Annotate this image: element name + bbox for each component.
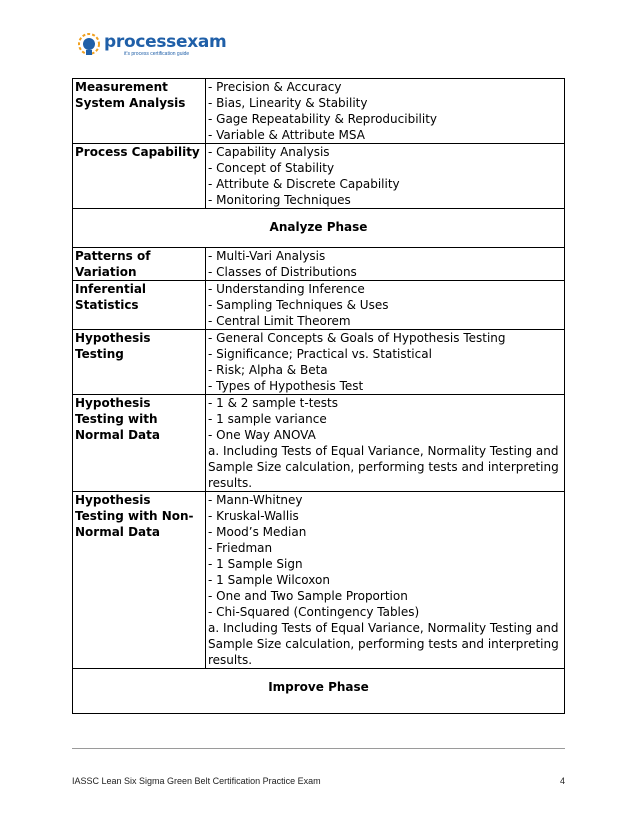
logo-tagline: it's process certification guide [124,50,190,57]
subtopics-cell [206,330,565,395]
subtopic-item: - 1 Sample Sign [208,557,303,571]
subtopic-item: - Central Limit Theorem [208,314,351,328]
topic-cell: Hypothesis Testing with Non-Normal Data [73,492,206,669]
subtopic-item: a. Including Tests of Equal Variance, Normality Testing and Sample Size calculation, performing tests and interpreting results. [208,621,559,667]
section-row [73,209,565,248]
topic-cell: Process Capability [73,144,206,209]
section-heading: Improve Phase [73,669,565,714]
subtopic-item: - Gage Repeatability & Reproducibility [208,112,438,126]
topic-cell: Patterns of Variation [73,248,206,281]
subtopic-item: - Monitoring Techniques [208,193,351,207]
subtopic-item: - 1 & 2 sample t-tests [208,396,338,410]
subtopic-item: - One and Two Sample Proportion [208,589,408,603]
subtopic-item: - Attribute & Discrete Capability [208,177,400,191]
subtopic-item: - Sampling Techniques & Uses [208,298,389,312]
table-row [73,248,565,281]
subtopic-item: - Chi-Squared (Contingency Tables) [208,605,420,619]
table-row [73,330,565,395]
subtopics-cell [206,79,565,144]
subtopics-cell [206,395,565,492]
subtopic-item: - Friedman [208,541,273,555]
subtopic-item: - Types of Hypothesis Test [208,379,364,393]
footer-title: IASSC Lean Six Sigma Green Belt Certification Practice Exam [72,776,321,786]
page-number: 4 [559,776,565,786]
subtopic-item: - Mood’s Median [208,525,307,539]
subtopic-item: - Bias, Linearity & Stability [208,96,368,110]
topic-cell: Measurement System Analysis [73,79,206,144]
table-row [73,281,565,330]
logo-text: processexam [104,31,227,52]
subtopics-cell [206,144,565,209]
table-row [73,144,565,209]
subtopic-item: - Classes of Distributions [208,265,357,279]
topic-cell: Hypothesis Testing [73,330,206,395]
subtopic-item: - Significance; Practical vs. Statistical [208,347,432,361]
lightbulb-gear-icon [76,32,102,58]
topic-cell: Inferential Statistics [73,281,206,330]
subtopics-cell [206,281,565,330]
section-row [73,669,565,714]
syllabus-table [72,78,565,714]
subtopic-item: - Risk; Alpha & Beta [208,363,328,377]
footer-divider [72,748,565,749]
subtopics-cell [206,248,565,281]
subtopics-cell [206,492,565,669]
subtopic-item: - 1 sample variance [208,412,327,426]
subtopic-item: - Precision & Accuracy [208,80,342,94]
subtopic-item: - Concept of Stability [208,161,335,175]
subtopic-item: - Multi-Vari Analysis [208,249,326,263]
table-row [73,395,565,492]
processexam-logo [76,32,226,58]
subtopic-item: - Mann-Whitney [208,493,303,507]
table-row [73,79,565,144]
subtopic-item: - General Concepts & Goals of Hypothesis Testing [208,331,506,345]
subtopic-item: - One Way ANOVA [208,428,316,442]
topic-cell: Hypothesis Testing with Normal Data [73,395,206,492]
page-footer [72,776,565,786]
subtopic-item: - Capability Analysis [208,145,330,159]
subtopic-item: - Understanding Inference [208,282,365,296]
table-row [73,492,565,669]
subtopic-item: - Variable & Attribute MSA [208,128,365,142]
section-heading: Analyze Phase [73,209,565,248]
subtopic-item: a. Including Tests of Equal Variance, Normality Testing and Sample Size calculation, performing tests and interpreting results. [208,444,559,490]
subtopic-item: - 1 Sample Wilcoxon [208,573,330,587]
subtopic-item: - Kruskal-Wallis [208,509,299,523]
